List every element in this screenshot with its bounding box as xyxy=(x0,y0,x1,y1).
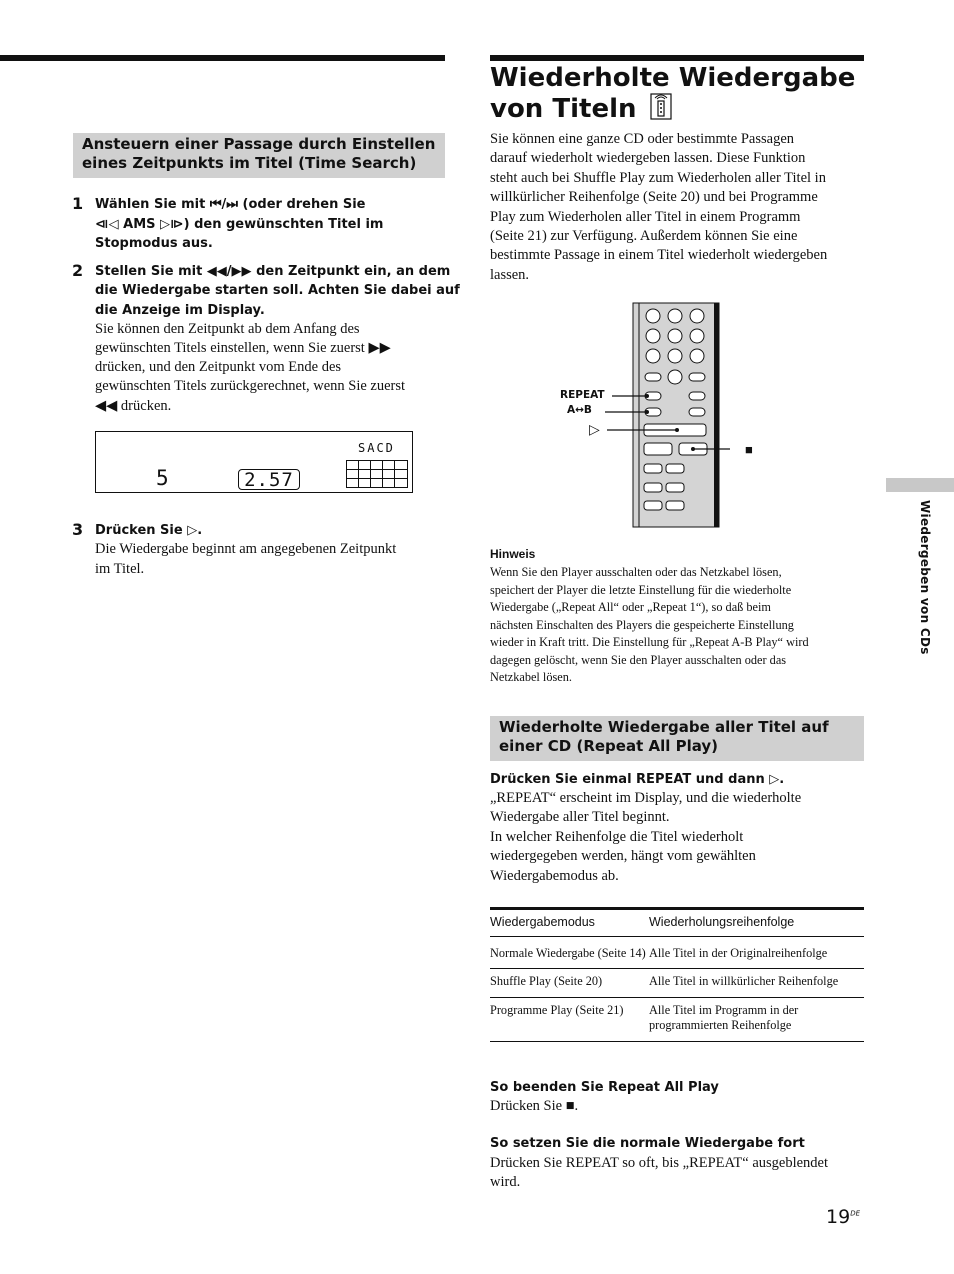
table-header-mode: Wiedergabemodus xyxy=(490,909,649,937)
end-repeat-heading: So beenden Sie Repeat All Play xyxy=(490,1080,719,1095)
resume-line: Drücken Sie REPEAT so oft, bis „REPEAT“ ausgeblendet xyxy=(490,1155,829,1171)
display-track-number: 5 xyxy=(156,466,169,490)
step-2-line-1: Stellen Sie mit ◀◀/▶▶ den Zeitpunkt ein, an dem xyxy=(95,264,451,279)
table-cell-mode: Normale Wiedergabe (Seite 14) xyxy=(490,936,649,969)
step-1-number: 1 xyxy=(72,194,84,213)
section-heading-time-search: Ansteuern einer Passage durch Einstellen eines Zeitpunkts im Titel (Time Search) xyxy=(73,133,445,178)
step-1-line-1: Wählen Sie mit ⏮/⏭ (oder drehen Sie xyxy=(95,197,366,212)
page-title-line-2: von Titeln xyxy=(490,94,637,124)
step-2-line-3: die Anzeige im Display. xyxy=(95,303,265,318)
page-language-suffix: DE xyxy=(850,1209,861,1218)
step-3-bold: Drücken Sie ▷. xyxy=(95,523,203,538)
intro-line: Play zum Wiederholen aller Titel in einem Programm xyxy=(490,208,801,225)
hint-line: Wiedergabe („Repeat All“ oder „Repeat 1“), so daß beim xyxy=(490,600,771,614)
end-repeat-text: Drücken Sie ■. xyxy=(490,1098,579,1114)
repeat-all-line: In welcher Reihenfolge die Titel wiederholt xyxy=(490,828,744,845)
page-title-line-1: Wiederholte Wiedergabe xyxy=(490,63,856,93)
intro-line: (Seite 21) zur Verfügung. Außerdem können Sie eine xyxy=(490,228,798,245)
resume-normal-heading: So setzen Sie die normale Wiedergabe fort xyxy=(490,1136,805,1151)
step-2-text-2: gewünschten Titels einstellen, wenn Sie zuerst ▶▶ xyxy=(95,340,391,356)
top-rule-right xyxy=(490,55,864,61)
intro-paragraph xyxy=(490,130,870,285)
intro-line: steht auch bei Shuffle Play zum Wiederholen aller Titel in xyxy=(490,169,826,186)
table-cell-order: Alle Titel in der Originalreihenfolge xyxy=(649,936,864,969)
repeat-all-line: „REPEAT“ erscheint im Display, und die wiederholte xyxy=(490,790,802,806)
side-tab-marker xyxy=(886,478,954,492)
remote-label-ab: A↔B xyxy=(567,404,592,416)
hint-line: nächsten Einschalten des Players die gespeicherte Einstellung xyxy=(490,617,794,632)
step-3-number: 3 xyxy=(72,520,84,539)
page-title xyxy=(490,64,870,124)
repeat-all-line: wiedergegeben werden, hängt vom gewählten xyxy=(490,848,756,865)
step-2-line-2: die Wiedergabe starten soll. Achten Sie dabei auf xyxy=(95,283,460,298)
resume-normal-text xyxy=(490,1154,870,1193)
table-row xyxy=(490,997,864,1041)
step-1-line-3: Stopmodus aus. xyxy=(95,236,213,251)
intro-line: willkürlicher Reihenfolge (Seite 20) und bei Programme xyxy=(490,189,818,206)
hint-line: dagegen gelöscht, wenn Sie den Player ausschalten oder das xyxy=(490,652,787,667)
hint-line: speichert der Player die letzte Einstellung für die wiederholte xyxy=(490,582,792,597)
page-number-value: 19 xyxy=(826,1206,851,1228)
hint-line: Wenn Sie den Player ausschalten oder das Netzkabel lösen, xyxy=(490,565,782,579)
table-header-row xyxy=(490,909,864,937)
repeat-all-line: Wiedergabemodus ab. xyxy=(490,867,619,884)
step-2-text-1: Sie können den Zeitpunkt ab dem Anfang des xyxy=(95,321,360,337)
table-cell-order: Alle Titel im Programm in der programmierten Reihenfolge xyxy=(649,997,864,1041)
page-number xyxy=(826,1206,860,1228)
remote-label-repeat: REPEAT xyxy=(560,389,605,401)
repeat-all-line: Wiedergabe aller Titel beginnt. xyxy=(490,809,670,826)
step-1-line-2: ⧏◁ AMS ▷⧐) den gewünschten Titel im xyxy=(95,217,384,232)
hint-line: wieder in Kraft tritt. Die Einstellung für „Repeat A-B Play“ wird xyxy=(490,635,809,649)
remote-label-play: ▷ xyxy=(589,423,600,438)
table-row xyxy=(490,936,864,969)
top-rule-left xyxy=(0,55,445,61)
step-2-text-3: drücken, und den Zeitpunkt vom Ende des xyxy=(95,359,342,375)
step-2-text-5: ◀◀ drücken. xyxy=(95,398,172,414)
display-sacd-label: SACD xyxy=(358,441,395,455)
repeat-order-table xyxy=(490,907,864,1042)
remote-label-stop: ■ xyxy=(745,442,753,457)
repeat-all-text xyxy=(490,789,870,886)
step-3-text-2: im Titel. xyxy=(95,561,145,577)
table-row xyxy=(490,969,864,998)
table-cell-mode: Programme Play (Seite 21) xyxy=(490,997,649,1041)
intro-line: lassen. xyxy=(490,266,530,283)
display-panel xyxy=(95,431,413,493)
step-3-text-1: Die Wiedergabe beginnt am angegebenen Zeitpunkt xyxy=(95,541,397,557)
side-tab-label: Wiedergeben von CDs xyxy=(918,500,932,655)
remote-control-icon xyxy=(650,93,672,120)
hint-text xyxy=(490,564,870,687)
table-cell-mode: Shuffle Play (Seite 20) xyxy=(490,969,649,998)
display-track-grid xyxy=(346,460,408,488)
resume-line: wird. xyxy=(490,1174,521,1191)
intro-line: bestimmte Passage in einem Titel wiederholt wiedergeben xyxy=(490,247,828,264)
step-2-number: 2 xyxy=(72,261,84,280)
table-cell-order: Alle Titel in willkürlicher Reihenfolge xyxy=(649,969,864,998)
repeat-all-instruction: Drücken Sie einmal REPEAT und dann ▷. xyxy=(490,772,785,787)
section-heading-repeat-all: Wiederholte Wiedergabe aller Titel auf einer CD (Repeat All Play) xyxy=(490,716,864,761)
intro-line: Sie können eine ganze CD oder bestimmte Passagen xyxy=(490,131,795,147)
display-time: 2.57 xyxy=(238,469,300,490)
table-header-order: Wiederholungsreihenfolge xyxy=(649,909,864,937)
hint-line: Netzkabel lösen. xyxy=(490,670,572,684)
intro-line: darauf wiederholt wiedergeben lassen. Diese Funktion xyxy=(490,150,806,167)
hint-title: Hinweis xyxy=(490,547,536,561)
step-2-text-4: gewünschten Titels zurückgerechnet, wenn Sie zuerst xyxy=(95,378,406,394)
